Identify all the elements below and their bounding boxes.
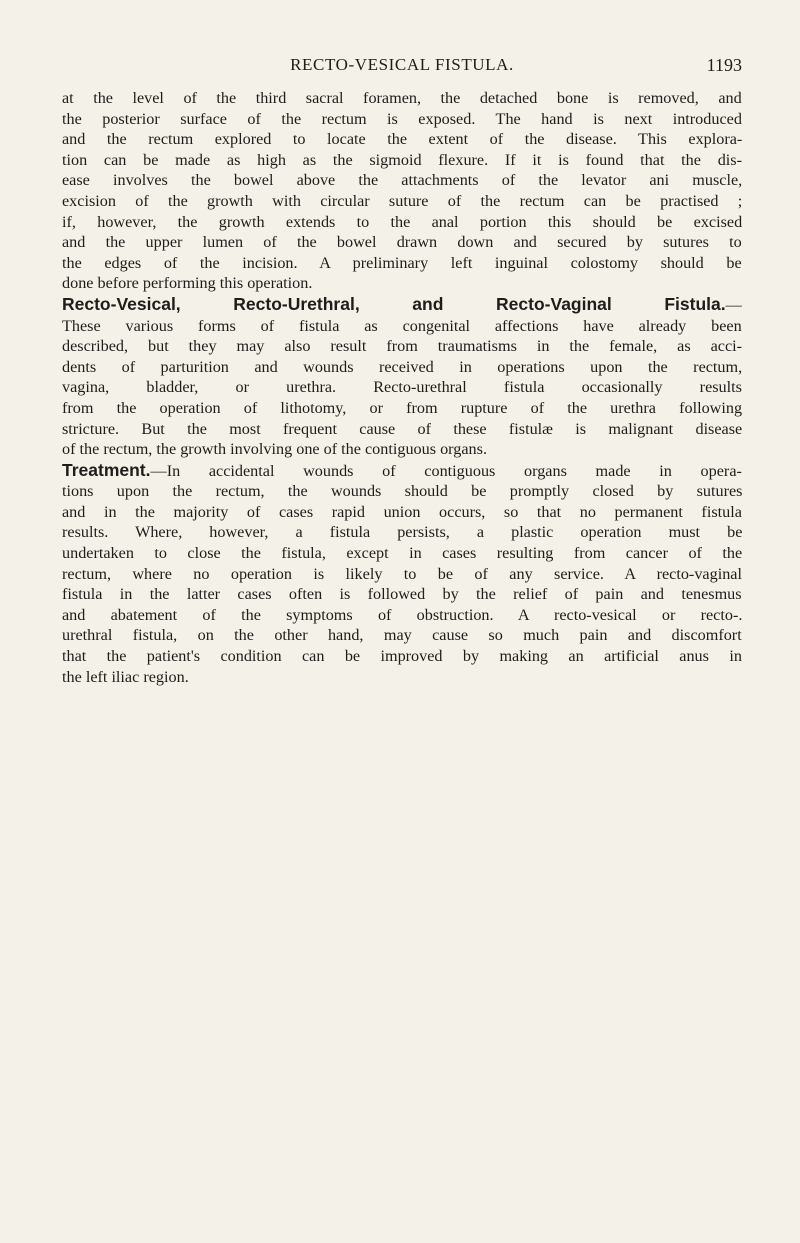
- section-heading-treatment: Treatment.: [62, 459, 151, 480]
- text-line: and abatement of the symptoms of obstruction. A recto-vesical or recto-.: [62, 605, 743, 624]
- text-line: the posterior surface of the rectum is exposed. The hand is next introduced: [62, 109, 742, 128]
- text-line: dents of parturition and wounds received in operations upon the rectum,: [62, 357, 743, 376]
- body-text: [62, 88, 742, 687]
- text-line: urethral fistula, on the other hand, may cause so much pain and discomfort: [62, 626, 742, 645]
- running-title: RECTO-VESICAL FISTULA.: [290, 55, 514, 74]
- text-line: of the rectum, the growth involving one of the contiguous organs.: [62, 440, 487, 459]
- text-line: that the patient's condition can be improved by making an artificial anus in: [62, 647, 742, 666]
- text-line: stricture. But the most frequent cause of these fistulæ is malignant disease: [62, 419, 743, 438]
- text-line: results. Where, however, a fistula persists, a plastic operation must be: [62, 523, 743, 542]
- heading-line: [62, 294, 742, 316]
- heading-line: [62, 460, 742, 482]
- text-line: ease involves the bowel above the attachments of the levator ani muscle,: [62, 171, 743, 190]
- text-line: described, but they may also result from traumatisms in the female, as acci-: [62, 337, 743, 356]
- paragraph-continuation: [62, 88, 742, 294]
- text-line: at the level of the third sacral foramen, the detached bone is removed, and: [62, 89, 742, 107]
- text-line: the left iliac region.: [62, 667, 189, 686]
- text-line: undertaken to close the fistula, except in cases resulting from cancer of the: [62, 544, 743, 563]
- heading-line-text: —In accidental wounds of contiguous organs made in opera-: [150, 461, 742, 480]
- text-line: done before performing this operation.: [62, 274, 313, 293]
- text-line: fistula in the latter cases often is followed by the relief of pain and tenesmus: [62, 585, 742, 604]
- text-line: excision of the growth with circular suture of the rectum can be practised ;: [62, 191, 743, 210]
- paragraph-fistula: [62, 294, 742, 460]
- text-line: and in the majority of cases rapid union occurs, so that no permanent fistula: [62, 502, 742, 521]
- text-line: if, however, the growth extends to the anal portion this should be excised: [62, 212, 743, 231]
- text-line: rectum, where no operation is likely to be of any service. A recto-vaginal: [62, 564, 742, 583]
- text-line: the edges of the incision. A preliminary left inguinal colostomy should be: [62, 253, 742, 272]
- heading-dash: —: [725, 295, 742, 314]
- text-line: vagina, bladder, or urethra. Recto-urethral fistula occasionally results: [62, 378, 742, 397]
- running-head: [62, 55, 742, 81]
- text-line: and the upper lumen of the bowel drawn down and secured by sutures to: [62, 233, 742, 252]
- text-line: and the rectum explored to locate the extent of the disease. This explora-: [62, 130, 743, 149]
- text-line: tions upon the rectum, the wounds should be promptly closed by sutures: [62, 482, 743, 501]
- page-number: 1193: [706, 55, 742, 75]
- section-heading-fistula: Recto-Vesical, Recto-Urethral, and Recto-Vaginal Fistula.: [62, 293, 726, 314]
- paragraph-treatment: [62, 460, 742, 688]
- text-line: from the operation of lithotomy, or from rupture of the urethra following: [62, 398, 743, 417]
- text-line: tion can be made as high as the sigmoid flexure. If it is found that the dis-: [62, 150, 742, 169]
- text-line: These various forms of fistula as congenital affections have already been: [62, 316, 742, 335]
